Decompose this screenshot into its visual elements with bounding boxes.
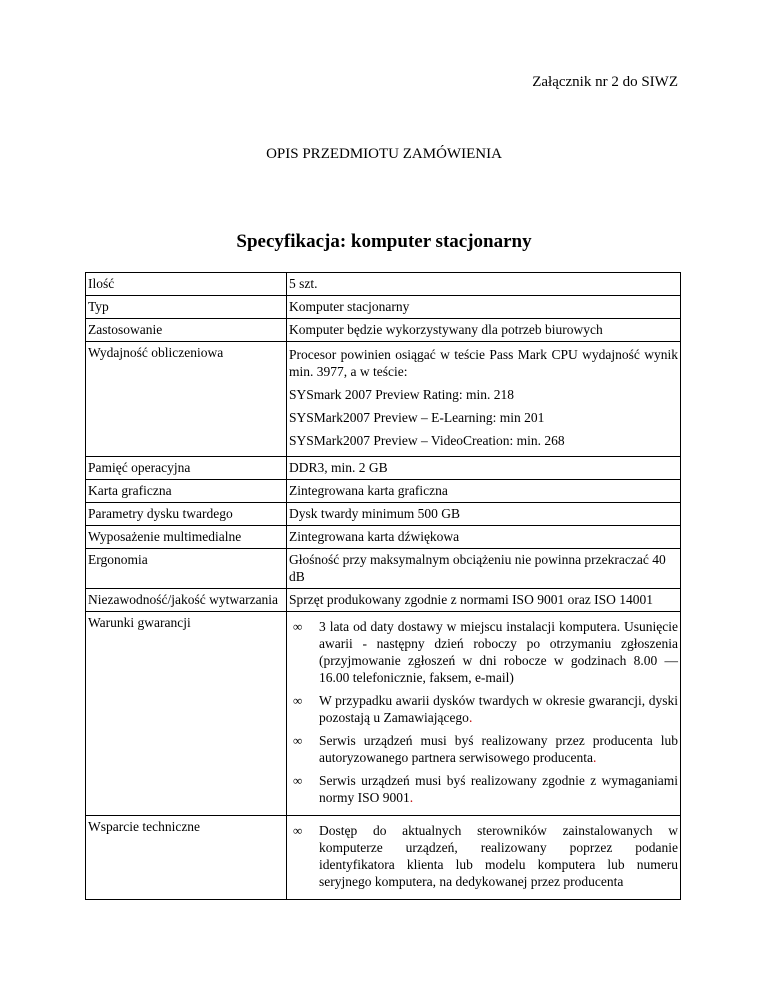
list-item <box>289 692 678 726</box>
support-list <box>289 822 678 890</box>
list-item-text: Dostęp do aktualnych sterowników zainstalowanych w komputerze urządzeń, realizowany poprzez podanie identyfikatora klienta lub modelu komputera lub numeru seryjnego komputera, na dedykowanej przez producenta <box>319 823 678 889</box>
row-value: 5 szt. <box>287 273 681 296</box>
row-value <box>287 342 681 457</box>
document-subject: OPIS PRZEDMIOTU ZAMÓWIENIA <box>266 146 502 162</box>
performance-line: Procesor powinien osiągać w teście Pass Mark CPU wydajność wynik min. 3977, a w teście: <box>289 347 678 379</box>
performance-line: SYSMark2007 Preview – VideoCreation: min. 268 <box>289 433 565 448</box>
table-row <box>86 480 681 503</box>
spec-table <box>85 272 681 900</box>
table-row <box>86 589 681 612</box>
row-value <box>287 816 681 900</box>
performance-line: SYSMark2007 Preview – E-Learning: min 201 <box>289 410 545 425</box>
attachment-label: Załącznik nr 2 do SIWZ <box>532 74 678 90</box>
warranty-list <box>289 618 678 806</box>
list-item-text: 3 lata od daty dostawy w miejscu instalacji komputera. Usunięcie awarii - następny dzień roboczy po otrzymaniu zgłoszenia (przyjmowanie zgłoszeń w dni robocze w godzinach 8.00 — 16.00 telefonicznie, faksem, e-mail) <box>319 619 678 685</box>
table-row <box>86 526 681 549</box>
row-label: Ilość <box>86 273 287 296</box>
row-value: Zintegrowana karta dźwiękowa <box>287 526 681 549</box>
row-value: Zintegrowana karta graficzna <box>287 480 681 503</box>
row-value <box>287 612 681 816</box>
infinity-bullet-icon: ∞ <box>293 733 303 748</box>
performance-line: SYSmark 2007 Preview Rating: min. 218 <box>289 387 514 402</box>
row-value: Dysk twardy minimum 500 GB <box>287 503 681 526</box>
row-label: Ergonomia <box>86 549 287 589</box>
list-item <box>289 618 678 686</box>
list-item <box>289 732 678 766</box>
row-label: Wsparcie techniczne <box>86 816 287 900</box>
row-label: Parametry dysku twardego <box>86 503 287 526</box>
row-value: Sprzęt produkowany zgodnie z normami ISO 9001 oraz ISO 14001 <box>287 589 681 612</box>
infinity-bullet-icon: ∞ <box>293 773 303 788</box>
row-value: DDR3, min. 2 GB <box>287 457 681 480</box>
row-label: Wydajność obliczeniowa <box>86 342 287 457</box>
row-label: Pamięć operacyjna <box>86 457 287 480</box>
list-item-text: W przypadku awarii dysków twardych w okresie gwarancji, dyski pozostają u Zamawiającego <box>319 693 678 725</box>
infinity-bullet-icon: ∞ <box>293 823 303 838</box>
row-value: Komputer będzie wykorzystywany dla potrzeb biurowych <box>287 319 681 342</box>
row-value: Komputer stacjonarny <box>287 296 681 319</box>
infinity-bullet-icon: ∞ <box>293 693 303 708</box>
list-item-text: Serwis urządzeń musi byś realizowany zgodnie z wymaganiami normy ISO 9001 <box>319 773 678 805</box>
row-label: Wyposażenie multimedialne <box>86 526 287 549</box>
infinity-bullet-icon: ∞ <box>293 619 303 634</box>
list-item <box>289 772 678 806</box>
table-row <box>86 503 681 526</box>
list-item-text: Serwis urządzeń musi byś realizowany przez producenta lub autoryzowanego partnera serwisowego producenta <box>319 733 678 765</box>
row-value: Głośność przy maksymalnym obciążeniu nie powinna przekraczać 40 dB <box>287 549 681 589</box>
row-label: Warunki gwarancji <box>86 612 287 816</box>
red-period: . <box>409 790 414 805</box>
table-row <box>86 296 681 319</box>
red-period: . <box>468 710 473 725</box>
table-row <box>86 549 681 589</box>
table-row <box>86 816 681 900</box>
table-row <box>86 342 681 457</box>
row-label: Niezawodność/jakość wytwarzania <box>86 589 287 612</box>
list-item <box>289 822 678 890</box>
row-label: Karta graficzna <box>86 480 287 503</box>
row-label: Zastosowanie <box>86 319 287 342</box>
row-label: Typ <box>86 296 287 319</box>
spec-title: Specyfikacja: komputer stacjonarny <box>236 231 532 252</box>
table-row <box>86 612 681 816</box>
table-row <box>86 457 681 480</box>
table-row <box>86 319 681 342</box>
table-row <box>86 273 681 296</box>
red-period: . <box>593 750 597 765</box>
